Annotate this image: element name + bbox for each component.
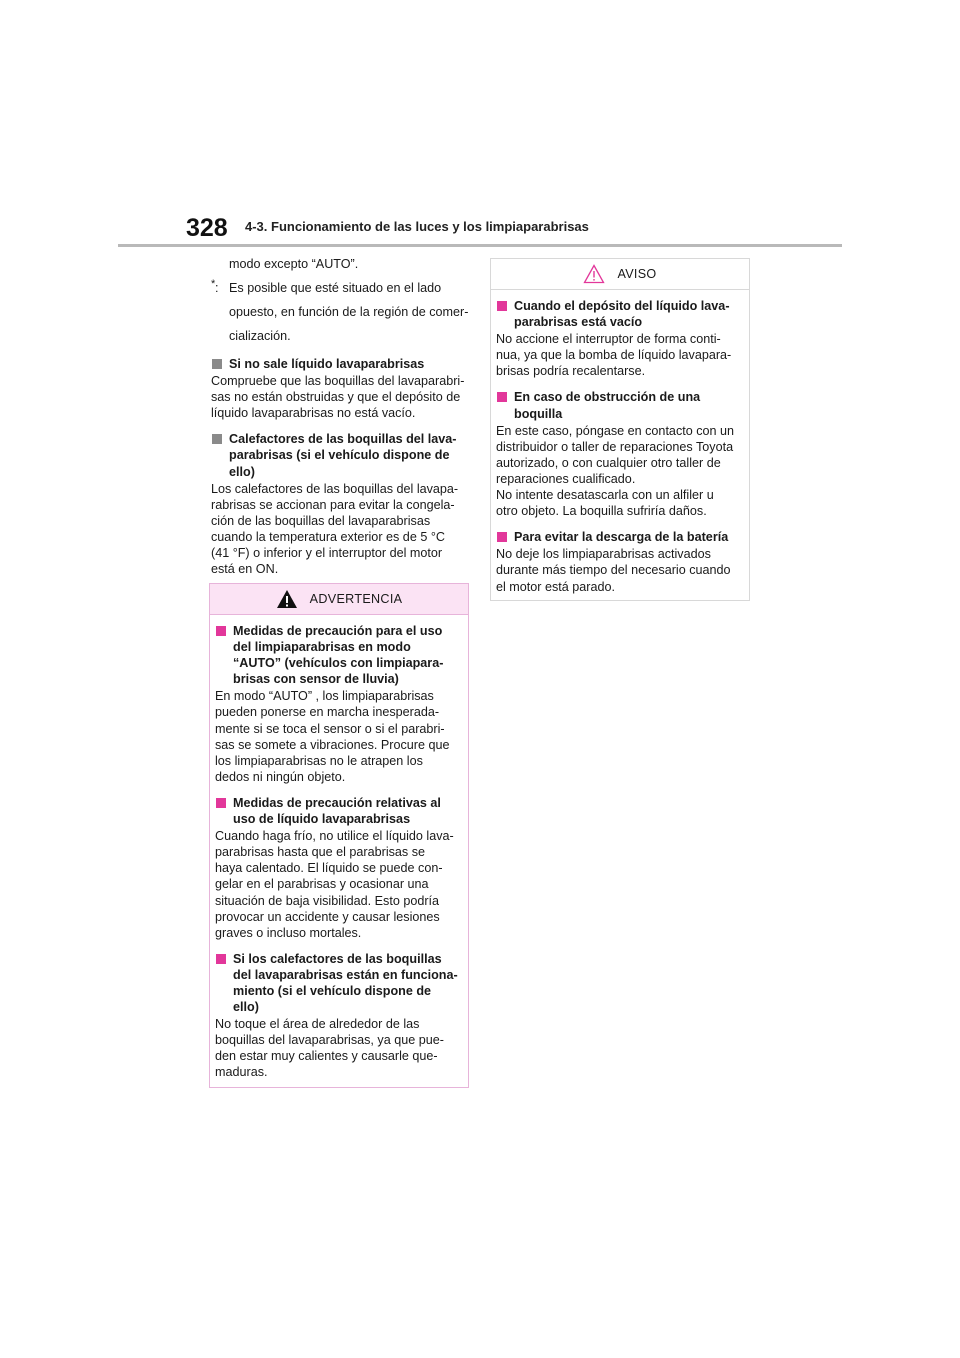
heading-line: Si los calefactores de las boquillas	[233, 951, 442, 966]
left-column	[211, 252, 471, 577]
body-line: situación de baja visibilidad. Esto podría	[215, 893, 440, 908]
pink-square-icon	[497, 301, 507, 311]
heading-line: parabrisas (si el vehículo dispone de	[229, 448, 450, 463]
warning-triangle-icon	[276, 589, 298, 609]
body-line: rabrisas se accionan para evitar la congela-	[211, 497, 455, 512]
warning-title: ADVERTENCIA	[309, 592, 403, 606]
section-heading	[496, 298, 744, 330]
notice-title: AVISO	[617, 267, 657, 281]
heading-line: Medidas de precaución relativas al	[233, 795, 441, 810]
heading-line: Calefactores de las boquillas del lava-	[229, 432, 457, 447]
heading-line: del lavaparabrisas están en funciona-	[233, 967, 458, 982]
body-line: No deje los limpiaparabrisas activados	[496, 547, 711, 562]
body-line: el motor está parado.	[496, 579, 616, 594]
footnote-line: cialización.	[229, 329, 291, 343]
section-heading	[496, 529, 744, 545]
footnote-line: opuesto, en función de la región de comer-	[229, 305, 469, 319]
section-heading	[211, 356, 471, 372]
page-number: 328	[186, 214, 228, 242]
grey-square-icon	[212, 434, 222, 444]
section-heading	[215, 623, 463, 687]
pink-square-icon	[497, 392, 507, 402]
footnote	[211, 276, 471, 348]
body-line: nua, ya que la bomba de líquido lavapara-	[496, 348, 732, 363]
section-heading	[215, 795, 463, 827]
section-title: 4-3. Funcionamiento de las luces y los limpiaparabrisas	[245, 219, 589, 234]
heading-line: Cuando el depósito del líquido lava-	[514, 299, 730, 313]
body-line: Compruebe que las boquillas del lavaparabri-	[211, 374, 465, 389]
heading-line: Para evitar la descarga de la batería	[514, 530, 729, 545]
body-line: cuando la temperatura exterior es de 5 °C	[211, 529, 445, 544]
body-line: dedos ni ningún objeto.	[215, 769, 346, 784]
heading-line: brisas con sensor de lluvia)	[233, 672, 399, 687]
body-line: En modo “AUTO” , los limpiaparabrisas	[215, 689, 434, 704]
body-line: autorizado, o con cualquier otro taller de	[496, 455, 721, 470]
section-heading	[211, 431, 471, 479]
heading-line: Si no sale líquido lavaparabrisas	[229, 357, 425, 371]
body-line: En este caso, póngase en contacto con un	[496, 423, 735, 438]
notice-box-header	[491, 259, 749, 290]
pink-square-icon	[216, 798, 226, 808]
body-line: reparaciones cualificado.	[496, 471, 636, 486]
body-line: sas se somete a vibraciones. Procure que	[215, 737, 450, 752]
body-line: ción de las boquillas del lavaparabrisas	[211, 513, 431, 528]
warning-box-header	[210, 584, 468, 615]
body-line: maduras.	[215, 1065, 268, 1080]
body-line: distribuidor o taller de reparaciones Toyota	[496, 439, 734, 454]
body-line: brisas podría recalentarse.	[496, 364, 646, 379]
body-line: No intente desatascarla con un alfiler u	[496, 488, 714, 503]
body-line: No accione el interruptor de forma conti-	[496, 332, 721, 347]
body-line: den estar muy calientes y causarle que-	[215, 1049, 438, 1064]
heading-line: uso de líquido lavaparabrisas	[233, 812, 411, 827]
body-line: otro objeto. La boquilla sufriría daños.	[496, 504, 707, 519]
body-line: Cuando haga frío, no utilice el líquido lava-	[215, 829, 454, 844]
header-rule	[118, 244, 842, 247]
heading-line: Medidas de precaución para el uso	[233, 624, 443, 638]
section-heading	[496, 389, 744, 421]
grey-square-icon	[212, 359, 222, 369]
caution-triangle-icon	[583, 264, 605, 284]
body-line: boquillas del lavaparabrisas, ya que pue-	[215, 1033, 444, 1048]
pink-square-icon	[216, 626, 226, 636]
body-line: (41 °F) o inferior y el interruptor del motor	[211, 546, 443, 561]
footnote-line: Es posible que esté situado en el lado	[229, 281, 442, 295]
pink-square-icon	[497, 532, 507, 542]
lead-line: modo excepto “AUTO”.	[229, 257, 359, 271]
footnote-mark: *	[211, 278, 216, 290]
body-line: gelar en el parabrisas y ocasionar una	[215, 877, 429, 892]
body-line: provocar un accidente y causar lesiones	[215, 909, 440, 924]
heading-line: boquilla	[514, 406, 563, 421]
body-line: sas no están obstruidas y que el depósito de	[211, 390, 461, 405]
body-line: durante más tiempo del necesario cuando	[496, 563, 731, 578]
body-line: No toque el área de alrededor de las	[215, 1017, 420, 1032]
body-line: Los calefactores de las boquillas del lavapa-	[211, 481, 459, 496]
heading-line: ello)	[229, 464, 255, 479]
warning-box-body	[210, 615, 468, 1081]
pink-square-icon	[216, 954, 226, 964]
heading-line: parabrisas está vacío	[514, 315, 643, 330]
footnote-colon: :	[215, 281, 219, 295]
heading-line: miento (si el vehículo dispone de	[233, 983, 432, 998]
section-heading	[215, 951, 463, 1015]
body-line: graves o incluso mortales.	[215, 925, 362, 940]
heading-line: del limpiaparabrisas en modo	[233, 640, 411, 655]
notice-box-body	[491, 290, 749, 595]
heading-line: ello)	[233, 1000, 259, 1015]
body-line: pueden ponerse en marcha inesperada-	[215, 705, 440, 720]
body-line: haya calentado. El líquido se puede con-	[215, 861, 443, 876]
body-line: mente si se toca el sensor o si el parabri-	[215, 721, 445, 736]
warning-box	[209, 583, 469, 1088]
body-line: los limpiaparabrisas no le atrapen los	[215, 753, 423, 768]
body-line: parabrisas hasta que el parabrisas se	[215, 845, 426, 860]
heading-line: En caso de obstrucción de una	[514, 390, 701, 405]
body-line: líquido lavaparabrisas no está vacío.	[211, 406, 416, 421]
notice-box	[490, 258, 750, 601]
heading-line: “AUTO” (vehículos con limpiapara-	[233, 656, 444, 671]
body-line: está en ON.	[211, 562, 279, 577]
